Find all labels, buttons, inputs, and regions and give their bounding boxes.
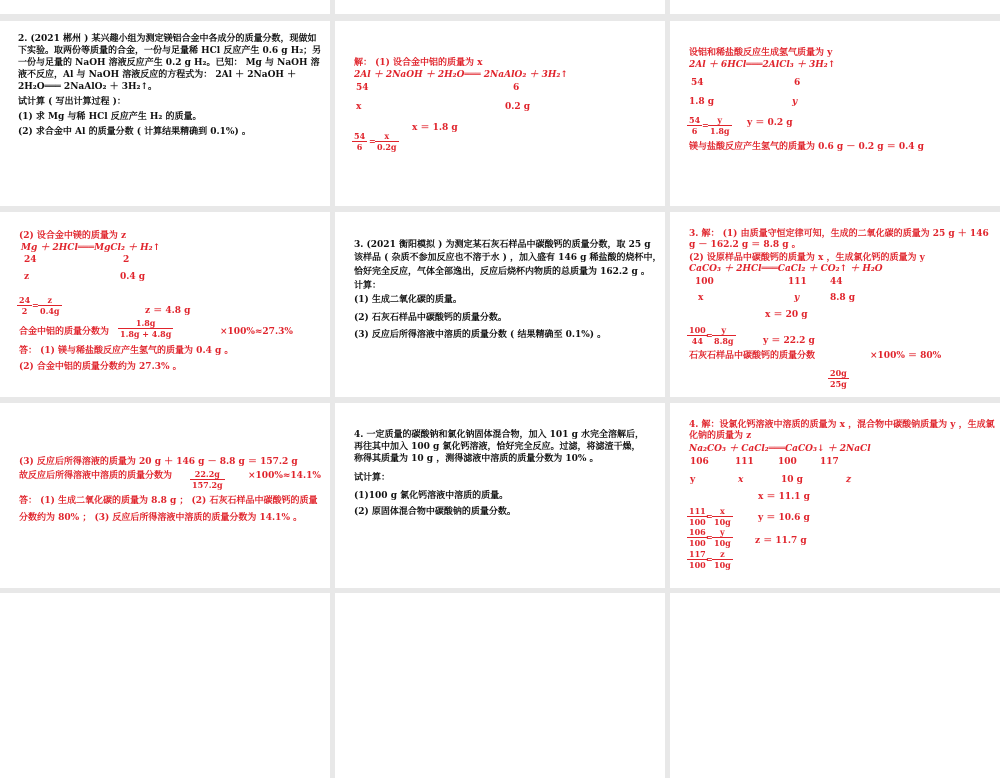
ratio-value: 6 xyxy=(794,78,801,88)
result: z ＝ 4.8 g xyxy=(145,306,191,316)
answer-2: 分数约为 80% ； (3) 反应后所得溶液中溶质的质量分数为 14.1% 。 xyxy=(19,513,303,523)
denominator: 1.8g xyxy=(710,126,730,136)
equals: = xyxy=(706,554,713,564)
fraction xyxy=(38,295,62,316)
ratio-value: 54 xyxy=(356,83,369,93)
problem-block xyxy=(18,33,322,141)
question-3: (3) 反应后所得溶液中溶质的质量分数 ( 结果精确至 0.1%) 。 xyxy=(354,330,607,340)
ratio-value: 100 xyxy=(778,457,797,467)
numerator: 54 xyxy=(354,131,366,141)
solution-heading: 解： (1) 设合金中铝的质量为 x xyxy=(354,58,483,68)
percent-label: 故反应后所得溶液中溶质的质量分数为 xyxy=(19,471,173,481)
ratio-value: 1.8 g xyxy=(689,97,715,107)
slide-thumbnail-6[interactable] xyxy=(670,212,1000,397)
numerator: y xyxy=(708,115,732,126)
slide-thumbnail-partial[interactable] xyxy=(670,0,1000,14)
numerator: y xyxy=(712,527,733,538)
numerator: y xyxy=(712,325,736,336)
instruction-text: 计算： xyxy=(354,281,382,291)
slide-thumbnail-partial[interactable] xyxy=(670,593,1000,778)
ratio-value: z xyxy=(24,272,30,282)
equation: 2Al ＋ 6HCl═══2AlCl₃ ＋ 3H₂↑ xyxy=(689,60,836,70)
problem-text: 3. (2021 衡阳模拟 ) 为测定某石灰石样品中碳酸钙的质量分数，取 25 g xyxy=(354,240,651,250)
numerator: x xyxy=(375,131,399,142)
result: x ＝ 20 g xyxy=(765,310,808,320)
answer-2: (2) 合金中铝的质量分数约为 27.3% 。 xyxy=(19,362,182,372)
result: x ＝ 1.8 g xyxy=(412,123,458,133)
solution-heading: 设铝和稀盐酸反应生成氢气质量为 y xyxy=(689,48,833,58)
fraction xyxy=(687,115,702,136)
numerator: 100 xyxy=(689,325,706,335)
question-2: (2) 求合金中 Al 的质量分数 ( 计算结果精确到 0.1%) 。 xyxy=(18,127,251,137)
ratio-value: 111 xyxy=(735,457,754,467)
answer-1: 答： (1) 生成二氧化碳的质量为 8.8 g ； (2) 石灰石样品中碳酸钙的质量 xyxy=(19,496,318,506)
question-2: (2) 原固体混合物中碳酸钠的质量分数。 xyxy=(354,507,516,517)
fraction xyxy=(828,368,849,389)
fraction xyxy=(352,131,367,152)
ratio-value: 2 xyxy=(123,255,130,265)
slide-thumbnail-4[interactable] xyxy=(0,212,330,397)
fraction xyxy=(118,318,173,339)
solution-step: (3) 反应后所得溶液的质量为 20 g ＋ 146 g － 8.8 g ＝ 157.2 g xyxy=(19,457,298,467)
equation: Mg ＋ 2HCl═══MgCl₂ ＋ H₂↑ xyxy=(21,243,161,253)
result: z ＝ 11.7 g xyxy=(755,536,807,546)
problem-text: 4. 一定质量的碳酸钠和氯化钠固体混合物，加入 101 g 水完全溶解后， xyxy=(354,430,645,440)
equals: = xyxy=(702,120,709,130)
slide-thumbnail-5[interactable] xyxy=(335,212,665,397)
solution-heading: 3. 解： (1) 由质量守恒定律可知，生成的二氧化碳的质量为 25 g ＋ 146 g － 162.2 g ＝ 8.8 g 。 xyxy=(689,229,989,250)
percent-label: 石灰石样品中碳酸钙的质量分数 xyxy=(689,351,816,361)
ratio-value: 8.8 g xyxy=(830,293,856,303)
numerator: 22.2g xyxy=(190,469,225,480)
problem-text: 再往其中加入 100 g 氯化钙溶液，恰好完全反应。过滤，将滤渣干燥， xyxy=(354,442,641,452)
ratio-value: 10 g xyxy=(781,475,803,485)
equals: = xyxy=(706,330,713,340)
fraction xyxy=(687,549,708,570)
fraction xyxy=(190,469,225,490)
solution-heading: (2) 设合金中镁的质量为 z xyxy=(19,231,127,241)
denominator: 10g xyxy=(714,517,731,527)
slide-thumbnail-7[interactable] xyxy=(0,403,330,588)
question-1: (1)100 g 氯化钙溶液中溶质的质量。 xyxy=(354,491,509,501)
ratio-value: 117 xyxy=(820,457,839,467)
denominator: 25g xyxy=(830,379,847,389)
fraction xyxy=(375,131,399,152)
ratio-value: 100 xyxy=(695,277,714,287)
numerator: 117 xyxy=(689,549,706,559)
result: y ＝ 22.2 g xyxy=(763,336,815,346)
problem-text: 称得其质量为 10 g ，测得滤液中溶质的质量分数为 10% 。 xyxy=(354,454,599,464)
percent-label: 合金中铝的质量分数为 xyxy=(19,327,110,337)
slide-thumbnail-partial[interactable] xyxy=(0,0,330,14)
fraction xyxy=(17,295,32,316)
denominator: 100 xyxy=(689,517,706,527)
slide-thumbnail-partial[interactable] xyxy=(0,593,330,778)
question-1: (1) 求 Mg 与稀 HCl 反应产生 H₂ 的质量。 xyxy=(18,112,202,122)
denominator: 157.2g xyxy=(192,480,223,490)
fraction xyxy=(687,527,708,548)
fraction xyxy=(708,115,732,136)
instruction-text: 试计算 ( 写出计算过程 )： xyxy=(18,97,126,107)
equals: = xyxy=(706,511,713,521)
ratio-value: 54 xyxy=(691,78,704,88)
question-2: (2) 石灰石样品中碳酸钙的质量分数。 xyxy=(354,313,507,323)
ratio-value: y xyxy=(690,475,696,485)
slide-thumbnail-partial[interactable] xyxy=(335,0,665,14)
result: y ＝ 0.2 g xyxy=(747,118,793,128)
ratio-value: x xyxy=(738,475,744,485)
question-1: (1) 生成二氧化碳的质量。 xyxy=(354,295,462,305)
ratio-value: 44 xyxy=(830,277,843,287)
ratio-value: x xyxy=(356,102,362,112)
denominator: 10g xyxy=(714,560,731,570)
numerator: x xyxy=(712,506,733,517)
numerator: 1.8g xyxy=(118,318,173,329)
denominator: 8.8g xyxy=(714,336,734,346)
ratio-value: 0.4 g xyxy=(120,272,146,282)
fraction xyxy=(712,325,736,346)
equation: CaCO₃ ＋ 2HCl═══CaCl₂ ＋ CO₂↑ ＋ H₂O xyxy=(689,264,883,274)
numerator: 111 xyxy=(689,506,706,516)
percent-result: ×100%≈27.3% xyxy=(220,327,293,337)
conclusion: 镁与盐酸反应产生氢气的质量为 0.6 g － 0.2 g ＝ 0.4 g xyxy=(689,142,924,152)
denominator: 2 xyxy=(21,306,28,316)
ratio-value: 0.2 g xyxy=(505,102,531,112)
slide-thumbnail-9[interactable] xyxy=(670,403,1000,588)
denominator: 1.8g + 4.8g xyxy=(120,329,172,339)
ratio-value: y xyxy=(794,293,800,303)
problem-text: 该样品 ( 杂质不参加反应也不溶于水 ) ，加入盛有 146 g 稀盐酸的烧杯中， xyxy=(354,253,662,263)
percent-result: ×100% ＝ 80% xyxy=(870,351,942,361)
instruction-text: 试计算： xyxy=(354,473,391,483)
equation: 2Al ＋ 2NaOH ＋ 2H₂O═══ 2NaAlO₂ ＋ 3H₂↑ xyxy=(354,70,568,80)
result: x ＝ 11.1 g xyxy=(758,492,810,502)
fraction xyxy=(712,549,733,570)
ratio-value: 111 xyxy=(788,277,807,287)
ratio-value: z xyxy=(846,475,852,485)
solution-heading: 4. 解：设氯化钙溶液中溶质的质量为 x ，混合物中碳酸钠质量为 y ，生成氯化钠的质量为 z xyxy=(689,420,995,441)
fraction xyxy=(712,527,733,548)
denominator: 44 xyxy=(691,336,703,346)
slide-thumbnail-3[interactable] xyxy=(670,21,1000,206)
numerator: 20g xyxy=(830,368,847,378)
slide-thumbnail-partial[interactable] xyxy=(335,593,665,778)
denominator: 6 xyxy=(691,126,698,136)
fraction xyxy=(712,506,733,527)
equals: = xyxy=(32,300,39,310)
answer-1: 答： (1) 镁与稀盐酸反应产生氢气的质量为 0.4 g 。 xyxy=(19,346,234,356)
denominator: 100 xyxy=(689,560,706,570)
solution-step: (2) 设原样品中碳酸钙的质量为 x ，生成氯化钙的质量为 y xyxy=(689,253,925,263)
numerator: z xyxy=(38,295,62,306)
slide-thumbnail-1[interactable] xyxy=(0,21,330,206)
ratio-value: x xyxy=(698,293,704,303)
ratio-value: 106 xyxy=(690,457,709,467)
numerator: 54 xyxy=(689,115,701,125)
equals: = xyxy=(369,136,376,146)
problem-text: 恰好完全反应，气体全部逸出，反应后烧杯内物质的总质量为 162.2 g 。 xyxy=(354,267,650,277)
percent-result: ×100%≈14.1% xyxy=(248,471,321,481)
ratio-value: 6 xyxy=(513,83,520,93)
denominator: 0.2g xyxy=(377,142,397,152)
slide-thumbnail-8[interactable] xyxy=(335,403,665,588)
denominator: 6 xyxy=(356,142,363,152)
numerator: 106 xyxy=(689,527,706,537)
denominator: 10g xyxy=(714,538,731,548)
ratio-value: 24 xyxy=(24,255,37,265)
result: y ＝ 10.6 g xyxy=(758,513,810,523)
fraction xyxy=(687,325,708,346)
numerator: 24 xyxy=(19,295,31,305)
slide-thumbnail-2[interactable] xyxy=(335,21,665,206)
denominator: 0.4g xyxy=(40,306,60,316)
ratio-value: y xyxy=(792,97,798,107)
problem-text: 2. (2021 郴州 ) 某兴趣小组为测定镁铝合金中各成分的质量分数，现做如下实验。取两份等质量的合金，一份与足量稀 HCl 反应产生 0.6 g H₂；另一份与足量的 NaOH 溶液反应产生 0.2 g H₂。已知： Mg 与 NaOH 溶液不反应，Al 与 NaOH 溶液反应的方程式为： 2Al ＋ 2NaOH ＋ 2H₂O═══ 2NaAlO₂ ＋ 3H₂↑。 xyxy=(18,34,322,92)
denominator: 100 xyxy=(689,538,706,548)
numerator: z xyxy=(712,549,733,560)
equation: Na₂CO₃ ＋ CaCl₂═══CaCO₃↓ ＋ 2NaCl xyxy=(689,444,871,454)
fraction xyxy=(687,506,708,527)
equals: = xyxy=(706,532,713,542)
